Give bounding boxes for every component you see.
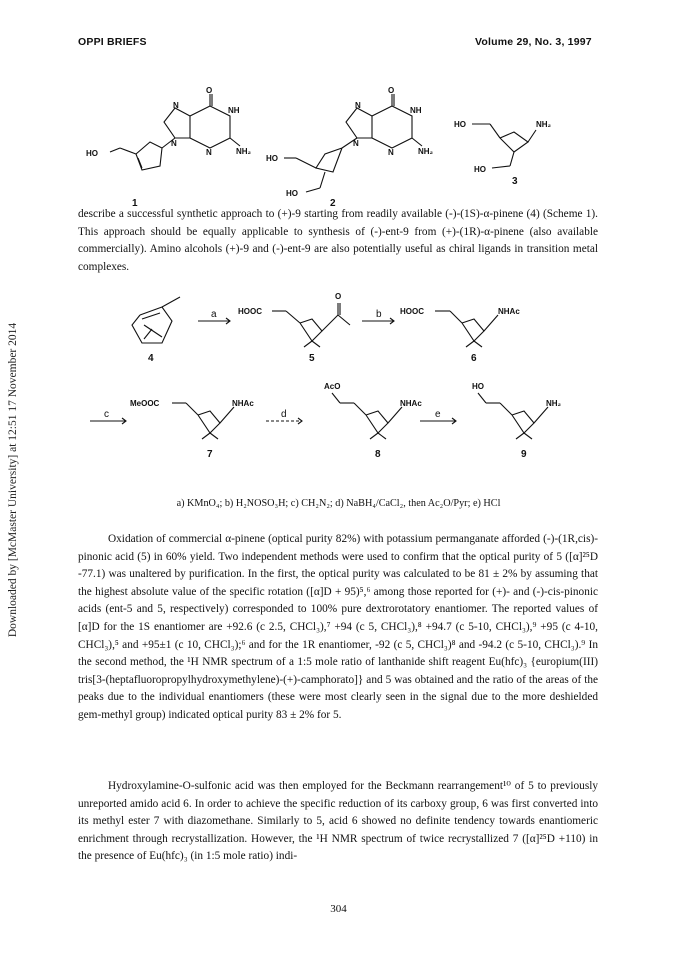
c7-nhac-label: NHAc bbox=[232, 399, 254, 408]
arrow-b-label: b bbox=[376, 309, 382, 320]
c3-nh2-label: NH₂ bbox=[536, 120, 552, 129]
c1-ho-label: HO bbox=[86, 149, 98, 158]
c8-aco-label: AcO bbox=[324, 382, 341, 391]
compound-6-structure bbox=[435, 311, 498, 347]
download-notice-text: Downloaded by [McMaster University] at 12:51 17 November 2014 bbox=[7, 322, 19, 638]
c1-n3-label: N bbox=[206, 148, 212, 157]
compound-number-7: 7 bbox=[207, 449, 213, 460]
c2-n7-label: N bbox=[355, 101, 361, 110]
compound-9-structure bbox=[478, 393, 548, 439]
page-number: 304 bbox=[330, 903, 347, 915]
compound-number-4: 4 bbox=[148, 353, 154, 364]
compound-number-2: 2 bbox=[330, 198, 336, 209]
compound-8-structure bbox=[332, 393, 402, 439]
compound-number-1: 1 bbox=[132, 198, 138, 209]
journal-volume-header: Volume 29, No. 3, 1997 bbox=[475, 36, 592, 48]
c9-ho-label: HO bbox=[472, 382, 484, 391]
arrow-a-label: a bbox=[211, 309, 217, 320]
c9-nh2-label: NH₂ bbox=[546, 399, 562, 408]
scheme-caption: a) KMnO₄; b) H₂NOSO₃H; c) CH₂N₂; d) NaBH₄/CaCl₂, then Ac₂O/Pyr; e) HCl bbox=[176, 498, 501, 509]
c3-ho-label-1: HO bbox=[454, 120, 466, 129]
c2-ho-label-2: HO bbox=[286, 189, 298, 198]
paragraph-intro bbox=[78, 206, 598, 276]
paragraph-beckmann-text: Hydroxylamine-O-sulfonic acid was then employed for the Beckmann rearrangement¹⁰ of 5 to previously unreported amido acid 6. In order to achieve the specific reduction of its carboxy group, 6 was first converted into its methyl ester 7 with diazomethane. Similarly to 5, acid 6 showed no definite tendency towards enantiomeric enrichment through recrystallization. However, the ¹H NMR spectrum of twice recrystallized 7 ([α]²⁵D +110) in the presence of Eu(hfc)₃ (in 1:5 mole ratio) indi- bbox=[78, 780, 598, 863]
c1-n7-label: N bbox=[173, 101, 179, 110]
compound-number-6: 6 bbox=[471, 353, 477, 364]
c3-ho-label-2: HO bbox=[474, 165, 486, 174]
c2-n3-label: N bbox=[388, 148, 394, 157]
c6-hooc-label: HOOC bbox=[400, 307, 424, 316]
c2-n9-label: N bbox=[353, 139, 359, 148]
c2-oxygen-label: O bbox=[388, 86, 395, 95]
scheme-1 bbox=[90, 285, 590, 485]
paragraph-oxidation-text: Oxidation of commercial α-pinene (optical purity 82%) with potassium permanganate afforded (-)-(1R,cis)-pinonic acid (5) in 60% yield. Two independent methods were used to confirm that the optical purity of 5 ([α]²⁵D -77.1) was unaltered by purification. In the first, the optical purity was calculated to be 81 ± 2% by assuming that the highest absolute value of the specific rotation ([α]D + 95)⁵,⁶ among those reported for (+)- and (-)-cis-pinonic acids (ent-5 and 5, respectively) corresponded to 100% pure dextrorotatory enantiomer. The reported values of [α]D for the 1S enantiomer are +92.6 (c 2.5, CHCl₃),⁷ +94 (c 5, CHCl₃),⁸ +94.7 (c 5-10, CHCl₃),⁹ +95 (c 4-10, CHCl₃),⁵ and +95±1 (c 10, CHCl₃);⁶ and for the 1R enantiomer, -92 (c 5, CHCl₃)⁸ and -94.2 (c 5-10, CHCl₃).⁹ In the second method, the ¹H NMR spectrum of a 1:5 mole ratio of lanthanide shift reagent Eu(hfc)₃ {europium(III) tris[3-(heptafluoropropylhydroxymethylene)-(+)-camphorato]} and 5 was obtained and the ratio of the areas of the peaks due to the individual enantiomers (these were most clearly seen in the signal due to the more deshielded gem-methyl group) indicated optical purity 83 ± 2% for 5. bbox=[78, 533, 598, 721]
c2-nh-label: NH bbox=[410, 106, 422, 115]
download-notice bbox=[6, 200, 20, 760]
compound-5-structure bbox=[272, 303, 350, 347]
compound-7-structure bbox=[172, 403, 234, 439]
arrow-c-label: c bbox=[104, 409, 109, 420]
compound-number-5: 5 bbox=[309, 353, 315, 364]
compound-4-structure bbox=[132, 297, 180, 343]
compound-3-structure bbox=[472, 124, 536, 168]
compound-number-8: 8 bbox=[375, 449, 381, 460]
c5-oxygen-label: O bbox=[335, 292, 342, 301]
c2-nh2-label: NH₂ bbox=[418, 147, 434, 156]
arrow-d-label: d bbox=[281, 409, 287, 420]
figure-nucleoside-analogs bbox=[80, 86, 560, 218]
c6-nhac-label: NHAc bbox=[498, 307, 520, 316]
c2-ho-label-1: HO bbox=[266, 154, 278, 163]
c1-n9-label: N bbox=[171, 139, 177, 148]
paragraph-beckmann bbox=[78, 778, 598, 866]
c5-hooc-label: HOOC bbox=[238, 307, 262, 316]
paragraph-intro-text: describe a successful synthetic approach to (+)-9 starting from readily available (-)-(1S)-α-pinene (4) (Scheme 1). This approach should be equally applicable to synthesis of (-)-ent-9 from (+)-(1R)-α-pinene (also available commercially). Amino alcohols (+)-9 and (-)-ent-9 are also potentially useful as chiral ligands in transition metal complexes. bbox=[78, 208, 598, 273]
paragraph-oxidation bbox=[78, 531, 598, 725]
c8-nhac-label: NHAc bbox=[400, 399, 422, 408]
c1-oxygen-label: O bbox=[206, 86, 213, 95]
c1-nh2-label: NH₂ bbox=[236, 147, 252, 156]
compound-number-9: 9 bbox=[521, 449, 527, 460]
c1-nh-label: NH bbox=[228, 106, 240, 115]
journal-section-header: OPPI BRIEFS bbox=[78, 36, 147, 48]
compound-number-3: 3 bbox=[512, 176, 518, 187]
c7-meooc-label: MeOOC bbox=[130, 399, 160, 408]
arrow-e-label: e bbox=[435, 409, 441, 420]
